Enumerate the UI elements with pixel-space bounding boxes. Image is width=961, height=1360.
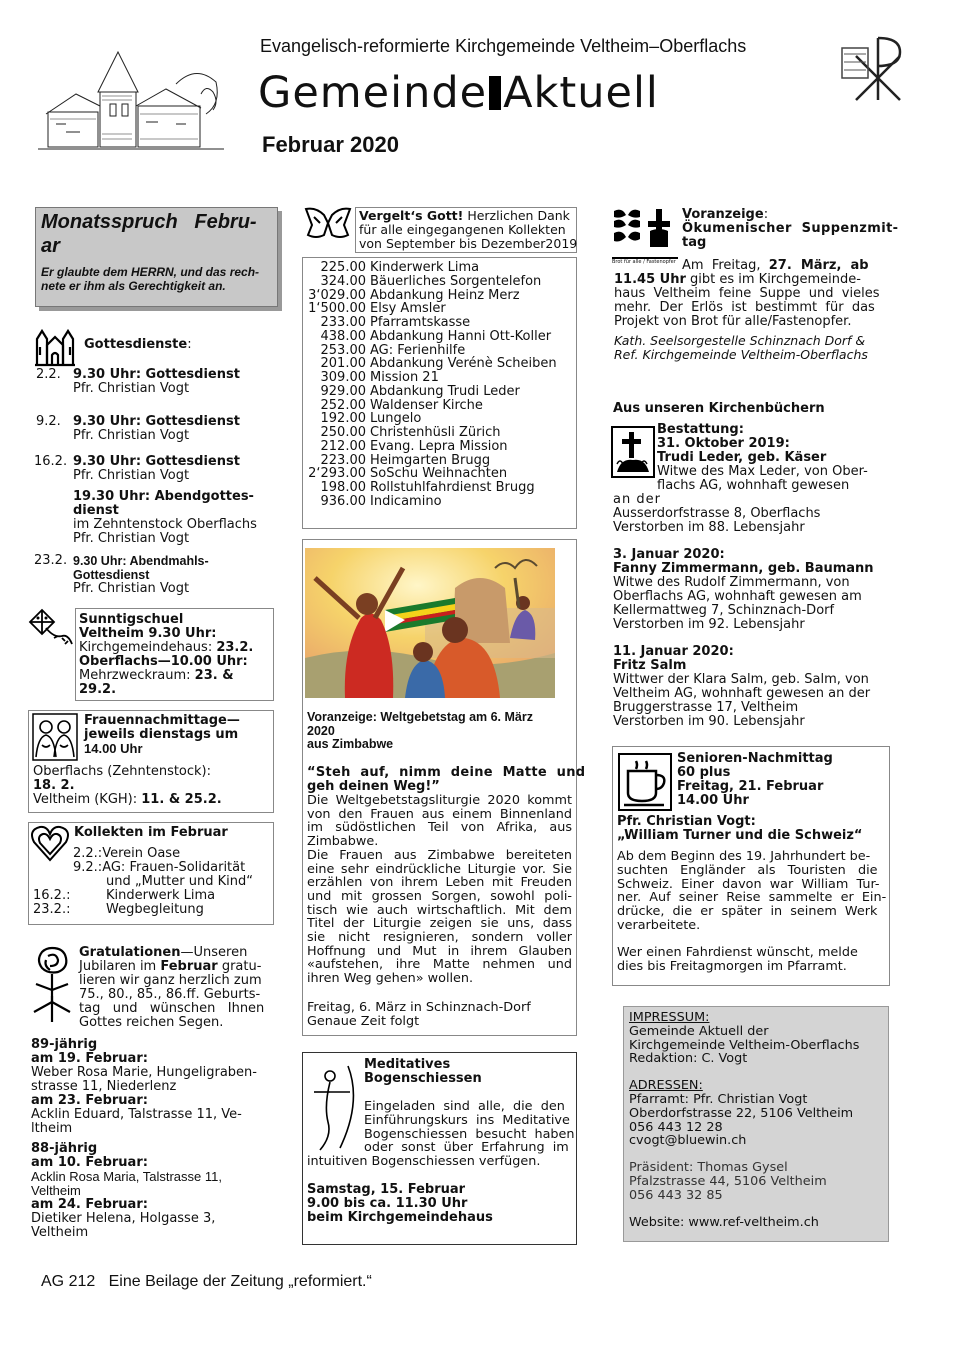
prayer-day-heading3: aus Zimbabwe <box>307 737 394 751</box>
prayer-day-motto2: geh deinen Weg!” <box>307 779 440 794</box>
congrats-line1: Jubilaren im Februar gratu- <box>79 959 262 974</box>
soup-body3: haus Veltheim feine Suppe und vieles <box>614 285 880 301</box>
collection-row <box>304 467 574 481</box>
soup-sign1: Kath. Seelsorgestelle Schinznach Dorf & <box>614 333 866 348</box>
communion-line2: Gottesdienst <box>73 568 150 582</box>
congrats-intro: —Unseren <box>180 945 248 960</box>
women-heading <box>84 714 272 756</box>
prayer-day-body-line: Die Frauen aus Zimbabwe bereiteten <box>307 847 572 863</box>
prayer-day-heading <box>307 711 575 752</box>
collection-amount: 233.00 <box>320 315 366 330</box>
sunday-school-date3: 29.2. <box>79 682 117 697</box>
collections-list <box>304 261 574 509</box>
soup-heading <box>682 207 899 250</box>
prayer-day-body-line: eine sehr eindrückliche Liturgie vor. Sie <box>307 861 572 877</box>
church-building-icon <box>34 325 76 367</box>
footer-text: AG 212 Eine Beilage der Zeitung „reformiert.“ <box>41 1273 372 1290</box>
collection-amount: 250.00 <box>320 425 366 440</box>
addresses-heading: ADRESSEN: <box>629 1078 703 1094</box>
burial-name: Trudi Leder, geb. Käser <box>657 450 827 465</box>
prayer-day-body <box>307 794 572 986</box>
collection-amount: 225.00 <box>320 260 366 275</box>
collection-row <box>304 495 574 509</box>
prayer-day-body-line: Die Weltgebetstagsliturgie 2020 kommt <box>307 793 572 808</box>
service-pastor: Pfr. Christian Vogt <box>73 581 190 596</box>
evening-service-pastor: Pfr. Christian Vogt <box>73 531 190 546</box>
collection-purpose: Waldenser Kirche <box>370 397 483 413</box>
archery-when3: beim Kirchgemeindehaus <box>307 1210 493 1225</box>
archery-body5: intuitiven Bogenschiessen verfügen. <box>307 1154 541 1170</box>
collection-amount: 212.00 <box>320 438 366 454</box>
title-separator <box>489 76 501 110</box>
burial-detail: flachs AG, wohnhaft gewesen <box>657 478 850 493</box>
service-time <box>73 554 253 582</box>
service-time: 9.30 Uhr: Gottesdienst <box>73 367 240 382</box>
prayer-day-body-line: Titel der Liturgie zeigen sie uns, dass <box>307 916 572 932</box>
burial-detail: Witwe des Max Leder, von Ober- <box>657 464 868 479</box>
birthday-date: am 24. Februar: <box>31 1197 148 1212</box>
impressum-line2: Kirchgemeinde Veltheim-Oberflachs <box>629 1037 860 1053</box>
archery-heading1: Meditatives <box>364 1057 451 1072</box>
collection-purpose: und „Mutter und Kind“ <box>106 874 253 889</box>
burial-3 <box>613 645 887 729</box>
seniors-body <box>617 850 887 933</box>
soup-body2: 11.45 Uhr gibt es im Kirchgemeinde- <box>614 271 861 287</box>
birthday-address: ltheim <box>31 1121 73 1136</box>
newsletter-title <box>258 70 659 116</box>
soup-label: Voranzeige <box>682 207 764 222</box>
collection-purpose: Evang. Lepra Mission <box>370 438 508 454</box>
monthly-verse-text <box>41 265 273 293</box>
archery-heading2: Bogenschiessen <box>364 1071 482 1086</box>
service-pastor: Pfr. Christian Vogt <box>73 381 190 396</box>
prayer-day-body-line: sie nicht resignieren, sondern voller <box>307 930 572 946</box>
women-place2-line <box>33 793 222 807</box>
collections-feb-row-1 <box>73 847 180 861</box>
collection-row <box>304 289 574 303</box>
congrats-line5: Gottes reichen Segen. <box>79 1015 224 1030</box>
collection-amount: 438.00 <box>320 328 366 344</box>
collection-row <box>304 426 574 440</box>
rose-icon <box>28 944 76 1024</box>
prayer-day-body-line: im südöstlichen Teil von Afrika, aus <box>307 820 572 836</box>
services-heading-colon: : <box>187 337 192 352</box>
archery-body2: Einführungskurs ins Meditative <box>364 1112 570 1128</box>
birthday-address: Veltheim <box>31 1183 81 1198</box>
archery-body <box>307 1099 575 1170</box>
collection-amount: 929.00 <box>320 383 366 399</box>
seniors-h2: 60 plus <box>677 765 731 780</box>
thanks-heading: Vergelt‘s Gott! <box>359 208 464 223</box>
address-line1: Pfarramt: Pfr. Christian Vogt <box>629 1091 808 1107</box>
collection-row <box>304 275 574 289</box>
prayer-day-heading1: Voranzeige: Weltgebetstag am 6. März <box>307 710 533 724</box>
archery-body1: Eingeladen sind alle, die den <box>364 1099 565 1114</box>
church-books-heading: Aus unseren Kirchenbüchern <box>613 401 825 416</box>
burial-date: 11. Januar 2020: <box>613 644 734 659</box>
collection-row <box>304 316 574 330</box>
collection-date: 2.2.: <box>73 846 103 861</box>
congrats-line3: 75., 80., 85., 86.ff. Geburts- <box>79 987 261 1002</box>
collection-amount: 1‘500.00 <box>308 301 366 317</box>
birthday-person: Acklin Rosa Maria, Talstrasse 11, <box>31 1169 222 1184</box>
archery-when <box>307 1183 493 1225</box>
seniors-speaker-name: Pfr. Christian Vogt: <box>617 814 756 829</box>
burial-detail: Oberflachs AG, wohnhaft gewesen am <box>613 589 862 604</box>
collection-purpose: Abdankung Hanni Ott-Koller <box>370 328 552 344</box>
birthday-date: am 10. Februar: <box>31 1155 148 1170</box>
sunday-school-place2-label: Mehrzweckraum: <box>79 668 195 683</box>
collection-purpose: Pfarramtskasse <box>370 315 471 330</box>
prayer-day-body-line: ihren Weg gehen» wollen. <box>307 971 474 987</box>
collection-purpose: AG: Frauen-Solidarität <box>102 860 246 875</box>
collection-amount: 201.00 <box>320 356 366 372</box>
soup-body4: mehr. Der Erlös ist bestimmt für das <box>614 299 875 315</box>
monthly-verse-heading <box>41 210 273 258</box>
prayer-day-motto1: “Steh auf, nimm deine Matte und <box>307 765 586 780</box>
sunday-school-place2 <box>79 669 271 683</box>
collection-purpose: Lungelo <box>370 411 422 427</box>
seniors-h4: 14.00 Uhr <box>677 793 749 808</box>
address-phone: 056 443 12 28 <box>629 1119 723 1135</box>
verse-heading-line1: Monatsspruch Febru- <box>41 211 257 233</box>
soup-body5: Projekt von Brot für alle/Fastenopfer. <box>614 313 852 329</box>
evening-service-line2: dienst <box>73 503 119 518</box>
collection-row <box>304 412 574 426</box>
collection-amount: 223.00 <box>320 452 366 468</box>
burial-detail: Witwe des Rudolf Zimmermann, von <box>613 575 850 590</box>
congrats-heading: Gratulationen <box>79 945 181 960</box>
birthday-address: Veltheim <box>31 1225 89 1240</box>
sunday-school-title: Sunntigschuel <box>79 612 184 627</box>
burial-detail: Wittwer der Klara Salm, geb. Salm, von <box>613 672 869 687</box>
sunday-school-place1-label: Kirchgemeindehaus: <box>79 640 217 655</box>
collection-row <box>304 440 574 454</box>
burial-name: Fritz Salm <box>613 658 687 673</box>
heart-icon <box>30 824 70 862</box>
service-time: 9.30 Uhr: Gottesdienst <box>73 414 240 429</box>
burial-detail: Bruggerstrasse 17, Veltheim <box>613 700 799 715</box>
seniors-body2: suchten Engländer als Touristen die <box>617 862 878 878</box>
age-group-89: 89-jährig <box>31 1037 98 1052</box>
thanks-line1-text: Herzlichen Dank <box>463 208 570 223</box>
birthday-person: Dietiker Helena, Holgasse 3, <box>31 1211 216 1226</box>
website-link[interactable]: Website: www.ref-veltheim.ch <box>629 1214 819 1230</box>
collection-row <box>304 371 574 385</box>
burial-detail: an der <box>613 492 661 507</box>
collection-row <box>304 357 574 371</box>
service-pastor: Pfr. Christian Vogt <box>73 428 190 443</box>
archery-body4: oder sonst über Erfahrung im <box>364 1140 569 1156</box>
verse-text-line1: Er glaubte dem HERRN, und das rech- <box>41 265 260 279</box>
archery-when2: 9.00 bis ca. 11.30 Uhr <box>307 1196 468 1211</box>
chi-rho-emblem-icon <box>838 30 910 106</box>
soup-small-logo: Brot für alle / Fastenopfer <box>612 257 678 265</box>
soup-body1: Am Freitag, 27. März, ab <box>682 258 869 273</box>
collection-amount: 253.00 <box>320 342 366 358</box>
sunday-school-date2: 23. & <box>194 668 234 683</box>
soup-title1: Ökumenischer Suppenzmit- <box>682 221 899 236</box>
prayer-day-date: Freitag, 6. März in Schinznach-Dorf <box>307 1000 531 1015</box>
address-email[interactable]: cvogt@bluewin.ch <box>629 1133 747 1149</box>
impressum-line1: Gemeinde Aktuell der <box>629 1023 769 1039</box>
prayer-day-heading2: 2020 <box>307 723 335 738</box>
service-date: 16.2. <box>34 454 68 469</box>
collection-amount: 192.00 <box>320 411 366 427</box>
verse-text-line2: nete er ihm als Gerechtigkeit an. <box>41 279 226 293</box>
seniors-note <box>617 946 887 974</box>
thanks-line2: für alle eingegangenen Kollekten <box>359 222 566 237</box>
collection-row <box>304 399 574 413</box>
evening-service-line1: 19.30 Uhr: Abendgottes- <box>73 489 254 504</box>
women-dates2: 11. & 25.2. <box>141 792 222 807</box>
president-line1: Präsident: Thomas Gysel <box>629 1160 788 1176</box>
birthday-address: strasse 11, Niederlenz <box>31 1079 177 1094</box>
burial-1 <box>657 423 887 493</box>
women-heading-line2: jeweils dienstags um <box>84 727 239 742</box>
burial-detail: Ausserdorfstrasse 8, Oberflachs <box>613 506 821 521</box>
parish-name: Evangelisch-reformierte Kirchgemeinde Veltheim–Oberflachs <box>260 36 747 56</box>
archery-heading <box>364 1058 482 1086</box>
collection-row <box>304 385 574 399</box>
prayer-day-body-line: erzählen von ihrem Leben mit Freuden <box>307 875 572 891</box>
archery-when1: Samstag, 15. Februar <box>307 1182 466 1197</box>
zimbabwe-artwork-image <box>305 548 555 698</box>
women-heading-line1: Frauennachmittage— <box>84 713 240 728</box>
evening-service-time <box>73 490 263 518</box>
birthday-date: am 23. Februar: <box>31 1093 148 1108</box>
collections-feb-heading: Kollekten im Februar <box>74 825 228 840</box>
burial-date: 3. Januar 2020: <box>613 547 725 562</box>
collection-purpose: Mission 21 <box>370 370 439 385</box>
congrats-line4: tag und wünschen Ihnen <box>79 1001 265 1016</box>
sunday-school-oberflachs: Oberflachs—10.00 Uhr: <box>79 654 248 669</box>
seniors-note1: Wer einen Fahrdienst wünscht, melde <box>617 945 858 960</box>
prayer-day-body-line: tisch wie auch wirtschaftlich. Mit dem <box>307 902 572 918</box>
collection-amount: 198.00 <box>320 480 366 495</box>
seniors-topic: „William Turner und die Schweiz“ <box>617 828 863 843</box>
collection-purpose: Kinderwerk Lima <box>106 888 216 903</box>
collection-row <box>304 344 574 358</box>
collection-purpose: Kinderwerk Lima <box>370 260 480 275</box>
soup-signature <box>614 334 886 362</box>
collection-purpose: Verein Oase <box>102 846 181 861</box>
seniors-body1: Ab dem Beginn des 19. Jahrhundert be- <box>617 849 871 864</box>
service-date: 9.2. <box>36 414 61 429</box>
sunday-school-date1: 23.2. <box>216 640 254 655</box>
prayer-day-body-line: Hoffnung und Mut in ihrem Glauben <box>307 943 572 959</box>
impressum-text <box>629 1011 887 1229</box>
burial-label: Bestattung: <box>657 422 744 437</box>
collections-feb-row-2 <box>73 861 245 875</box>
age-group-88: 88-jährig <box>31 1141 98 1156</box>
prayer-day-body-line: und mit grossen Sorgen, sowohl poli- <box>307 888 572 904</box>
seniors-heading <box>677 752 887 808</box>
prayer-day-time: Genaue Zeit folgt <box>307 1014 420 1029</box>
prayer-day-body-line: «aufstehen, ihre Matte nehmen und <box>307 957 572 973</box>
collection-amount: 2‘293.00 <box>308 466 366 482</box>
prayer-day-body-line: von den Frauen aus einem Binnenland <box>307 806 572 822</box>
verse-heading-line2: ar <box>41 235 60 257</box>
collection-purpose: Elsy Amsler <box>370 301 446 317</box>
collection-purpose: Indicamino <box>370 493 442 509</box>
services-heading-text: Gottesdienste <box>84 337 188 352</box>
seniors-note2: dies bis Freitagmorgen im Pfarramt. <box>617 958 847 974</box>
seniors-h3: Freitag, 21. Februar <box>677 779 824 794</box>
service-date: 2.2. <box>36 367 61 382</box>
soup-title2: tag <box>682 235 707 250</box>
impressum-line3: Redaktion: C. Vogt <box>629 1051 748 1067</box>
seniors-body6: verarbeitete. <box>617 917 701 933</box>
collection-amount: 936.00 <box>320 493 366 509</box>
collection-purpose: SoSchu Weihnachten <box>370 466 508 482</box>
impressum-heading: IMPRESSUM: <box>629 1010 710 1025</box>
communion-line1: 9.30 Uhr: Abendmahls- <box>73 554 209 568</box>
collection-purpose: Rollstuhlfahrdienst Brugg <box>370 480 535 495</box>
president-line2: Pfalzstrasse 44, 5106 Veltheim <box>629 1173 827 1189</box>
address-line2: Oberdorfstrasse 22, 5106 Veltheim <box>629 1105 854 1121</box>
burial-2 <box>613 548 887 632</box>
issue-date: Februar 2020 <box>262 132 399 157</box>
seniors-body5: drücke, die er später in seinem Werk <box>617 904 878 920</box>
women-place1: Oberflachs (Zehntenstock): <box>33 764 212 779</box>
seniors-body3: Schweiz. Einer davon war William Tur- <box>617 876 880 892</box>
president-phone: 056 443 32 85 <box>629 1187 723 1203</box>
sunday-school-text <box>79 613 271 697</box>
collection-date: 23.2.: <box>33 902 71 917</box>
collection-row <box>304 454 574 468</box>
collection-purpose: Wegbegleitung <box>106 902 204 917</box>
collection-purpose: Christenhüsli Zürich <box>370 425 501 440</box>
collections-feb-row-3 <box>106 875 253 889</box>
service-time: 9.30 Uhr: Gottesdienst <box>73 454 240 469</box>
collection-purpose: Abdankung Verénè Scheiben <box>370 356 557 372</box>
women-dates1: 18. 2. <box>33 778 75 793</box>
soup-label-line: Voranzeige: <box>682 207 769 222</box>
church-illustration <box>36 44 226 159</box>
collection-row <box>304 261 574 275</box>
collection-purpose: Abdankung Heinz Merz <box>370 287 520 303</box>
birthday-list <box>31 1038 273 1240</box>
burial-detail: Verstorben im 92. Lebensjahr <box>613 617 805 632</box>
archery-body3: Bogenschiessen besucht haben <box>364 1126 575 1142</box>
collection-purpose: Heimgarten Brugg <box>370 452 491 468</box>
women-place2: Veltheim (KGH): <box>33 792 142 807</box>
women-group-icon <box>32 713 78 761</box>
burial-detail: Veltheim AG, wohnhaft gewesen an der <box>613 686 871 701</box>
congrats-text <box>79 946 271 1030</box>
congrats-line0 <box>79 946 271 960</box>
title-part-gemeinde: Gemeinde <box>258 68 488 118</box>
service-date: 23.2. <box>34 553 68 568</box>
burial-name: Fanny Zimmermann, geb. Baumann <box>613 561 874 576</box>
service-pastor: Pfr. Christian Vogt <box>73 468 190 483</box>
soup-body <box>614 259 886 329</box>
hands-icon <box>302 205 354 241</box>
thanks-text <box>359 208 578 251</box>
burial-detail: Verstorben im 90. Lebensjahr <box>613 714 805 729</box>
collection-amount: 252.00 <box>320 397 366 413</box>
coffee-cup-icon <box>618 753 672 811</box>
collection-purpose: Bäuerliches Sorgentelefon <box>370 273 542 289</box>
birthday-date: am 19. Februar: <box>31 1051 148 1066</box>
thanks-line3: von September bis Dezember2019 <box>359 236 578 251</box>
collection-row <box>304 302 574 316</box>
birthday-person: Acklin Eduard, Talstrasse 11, Ve- <box>31 1107 242 1122</box>
fastenopfer-logo-icon <box>612 207 680 249</box>
collection-amount: 324.00 <box>320 273 366 289</box>
collection-purpose: Abdankung Trudi Leder <box>370 383 520 399</box>
collection-purpose: AG: Ferienhilfe <box>370 342 466 358</box>
services-heading <box>84 338 192 352</box>
grave-cross-icon <box>611 426 655 478</box>
collection-row <box>304 330 574 344</box>
collection-date: 16.2.: <box>33 888 71 903</box>
burial-1-cont <box>613 493 887 535</box>
collection-row <box>304 481 574 495</box>
seniors-h1: Senioren-Nachmittag <box>677 751 833 766</box>
collection-date: 9.2.: <box>73 860 103 875</box>
prayer-day-body-line: Zimbabwe. <box>307 834 379 850</box>
thanks-line1 <box>359 209 575 223</box>
evening-service-place: im Zehntenstock Oberflachs <box>73 517 257 532</box>
seniors-body4: ner. Auf seiner Reise sammelte er Ein- <box>617 890 887 906</box>
prayer-day-motto <box>307 765 586 794</box>
congrats-line2: lieren wir ganz herzlich zum <box>79 973 262 988</box>
sunday-school-place1 <box>79 641 271 655</box>
seniors-speaker <box>617 815 887 843</box>
collection-amount: 309.00 <box>320 370 366 385</box>
women-heading-line3: 14.00 Uhr <box>84 741 143 756</box>
collection-amount: 3‘029.00 <box>308 287 366 303</box>
burial-detail: Verstorben im 88. Lebensjahr <box>613 520 805 535</box>
burial-detail: Kellermattweg 7, Schinznach-Dorf <box>613 603 835 618</box>
soup-sign2: Ref. Kirchgemeinde Veltheim-Oberflachs <box>614 347 868 362</box>
kite-icon <box>28 608 74 652</box>
burial-date: 31. Oktober 2019: <box>657 436 790 451</box>
title-part-aktuell: Aktuell <box>503 68 659 118</box>
sunday-school-veltheim: Veltheim 9.30 Uhr: <box>79 626 217 641</box>
birthday-person: Weber Rosa Marie, Hungeligraben- <box>31 1065 257 1080</box>
